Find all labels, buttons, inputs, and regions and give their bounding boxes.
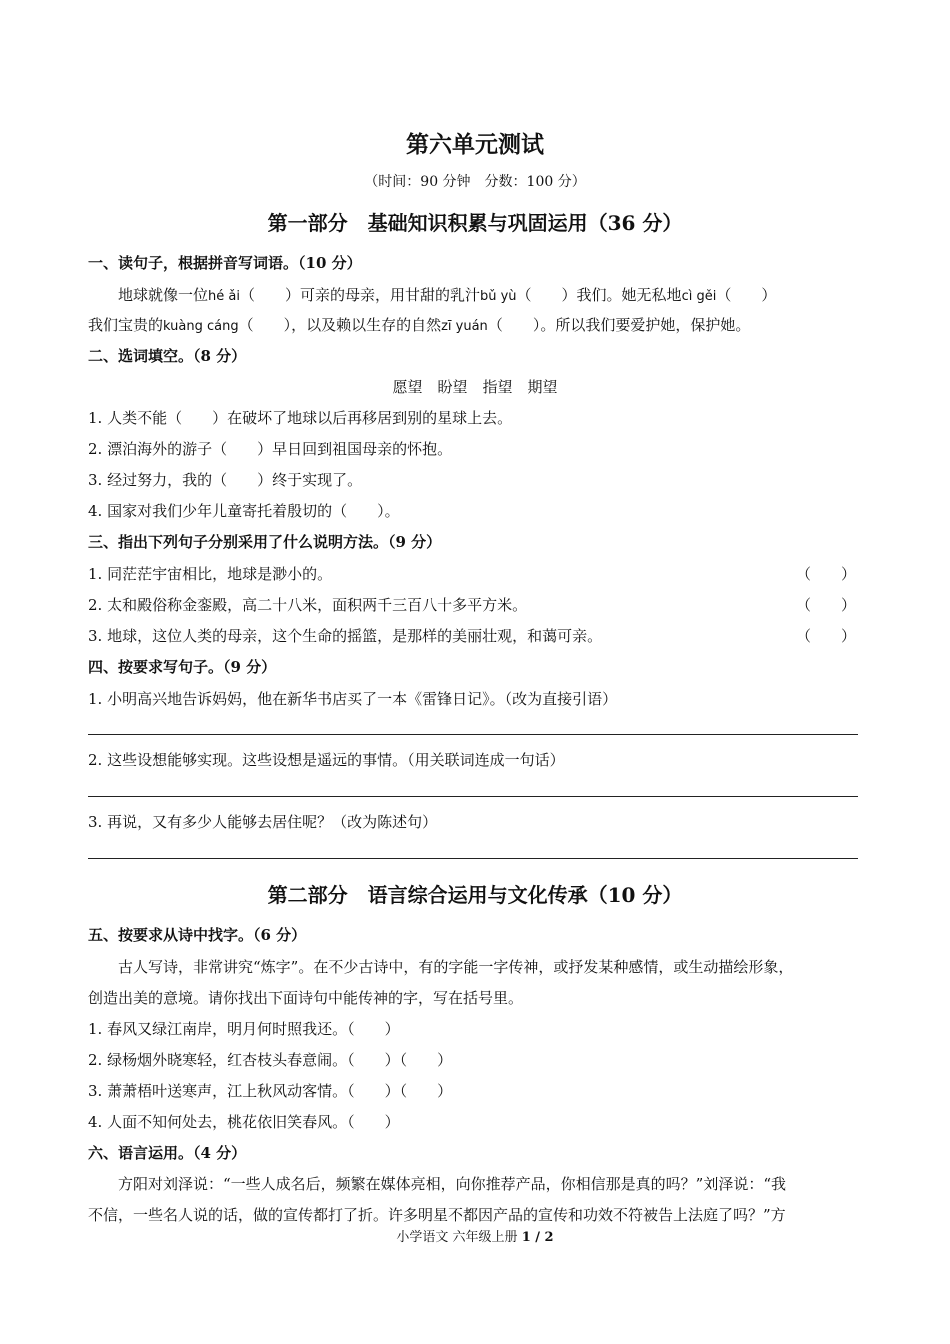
poem-intro-line-1: 古人写诗，非常讲究“炼字”。在不少古诗中，有的字能一字传神，或抒发某种感情，或生动描绘形象， (118, 958, 794, 976)
footer-text: 小学语文 六年级上册 (396, 1230, 522, 1245)
dialogue-line-2: 不信，一些名人说的话，做的宣传都打了折。许多明星不都因产品的宣传和功效不符被告上法庭了吗？”方 (88, 1206, 786, 1224)
sentence-task-1: 1. 小明高兴地告诉妈妈，他在新华书店买了一本《雷锋日记》。（改为直接引语） (88, 690, 618, 708)
fill-item-2: 2. 漂泊海外的游子（ ）早日回到祖国母亲的怀抱。 (88, 440, 453, 458)
section-one-line-1 (118, 284, 776, 305)
poem-item-3: 3. 萧萧梧叶送寒声，江上秋风动客情。（ ）（ ） (88, 1082, 453, 1100)
pinyin: kuàng cáng (163, 319, 239, 334)
method-item-1: 1. 同茫茫宇宙相比，地球是渺小的。 (88, 565, 333, 583)
text: 地球就像一位 (118, 286, 209, 304)
word-bank: 愿望 盼望 指望 期望 (392, 378, 558, 396)
pinyin: hé ǎi (208, 289, 240, 304)
fill-item-1: 1. 人类不能（ ）在破坏了地球以后再移居到别的星球上去。 (88, 409, 513, 427)
section-four-heading: 四、按要求写句子。（9 分） (88, 658, 277, 676)
dialogue-line-1: 方阳对刘泽说：“一些人成名后，频繁在媒体亮相，向你推荐产品，你相信那是真的吗？”刘泽说：“我 (118, 1175, 787, 1193)
sentence-task-3: 3. 再说，又有多少人能够去居住呢？（改为陈述句） (88, 813, 438, 831)
page-subtitle: （时间：90 分钟 分数：100 分） (364, 174, 586, 190)
text: 我们宝贵的 (88, 316, 164, 334)
poem-item-1: 1. 春风又绿江南岸，明月何时照我还。（ ） (88, 1020, 400, 1038)
section-one-heading: 一、读句子，根据拼音写词语。（10 分） (88, 254, 362, 272)
poem-item-4: 4. 人面不知何处去，桃花依旧笑春风。（ ） (88, 1113, 400, 1131)
fill-item-3: 3. 经过努力，我的（ ）终于实现了。 (88, 471, 363, 489)
section-six-heading: 六、语言运用。（4 分） (88, 1144, 247, 1162)
page-title: 第六单元测试 (406, 131, 544, 158)
answer-bracket-2[interactable]: （ ） (796, 596, 857, 614)
blank-text: （ ）。所以我们要爱护她，保护她。 (487, 316, 751, 334)
poem-intro-line-2: 创造出美的意境。请你找出下面诗句中能传神的字，写在括号里。 (88, 989, 524, 1007)
blank-text: （ ），以及赖以生存的自然 (238, 316, 442, 334)
poem-item-2: 2. 绿杨烟外晓寒轻，红杏枝头春意闹。（ ）（ ） (88, 1051, 453, 1069)
part-two-heading: 第二部分 语言综合运用与文化传承（10 分） (267, 883, 683, 907)
section-five-heading: 五、按要求从诗中找字。（6 分） (88, 926, 307, 944)
blank-text: （ ） (716, 286, 777, 304)
pinyin: zī yuán (441, 319, 488, 334)
section-three-heading: 三、指出下列句子分别采用了什么说明方法。（9 分） (88, 533, 442, 551)
pinyin: cì gěi (681, 289, 717, 304)
method-item-2: 2. 太和殿俗称金銮殿，高二十八米，面积两千三百八十多平方米。 (88, 596, 528, 614)
section-two-heading: 二、选词填空。（8 分） (88, 347, 247, 365)
sentence-task-2: 2. 这些设想能够实现。这些设想是遥远的事情。（用关联词连成一句话） (88, 751, 565, 769)
section-one-line-2 (88, 314, 750, 335)
answer-line-1[interactable] (88, 734, 858, 735)
answer-line-2[interactable] (88, 796, 858, 797)
answer-bracket-3[interactable]: （ ） (796, 627, 857, 645)
method-item-3: 3. 地球，这位人类的母亲，这个生命的摇篮，是那样的美丽壮观，和蔼可亲。 (88, 627, 603, 645)
pinyin: bǔ yù (479, 289, 517, 304)
page-number: 1 / 2 (521, 1230, 554, 1245)
blank-text: （ ）我们。她无私地 (516, 286, 682, 304)
fill-item-4: 4. 国家对我们少年儿童寄托着殷切的（ ）。 (88, 502, 400, 520)
page-footer (0, 1226, 950, 1245)
part-one-heading: 第一部分 基础知识积累与巩固运用（36 分） (267, 211, 683, 235)
answer-bracket-1[interactable]: （ ） (796, 565, 857, 583)
blank-text: （ ）可亲的母亲，用甘甜的乳汁 (239, 286, 480, 304)
answer-line-3[interactable] (88, 858, 858, 859)
